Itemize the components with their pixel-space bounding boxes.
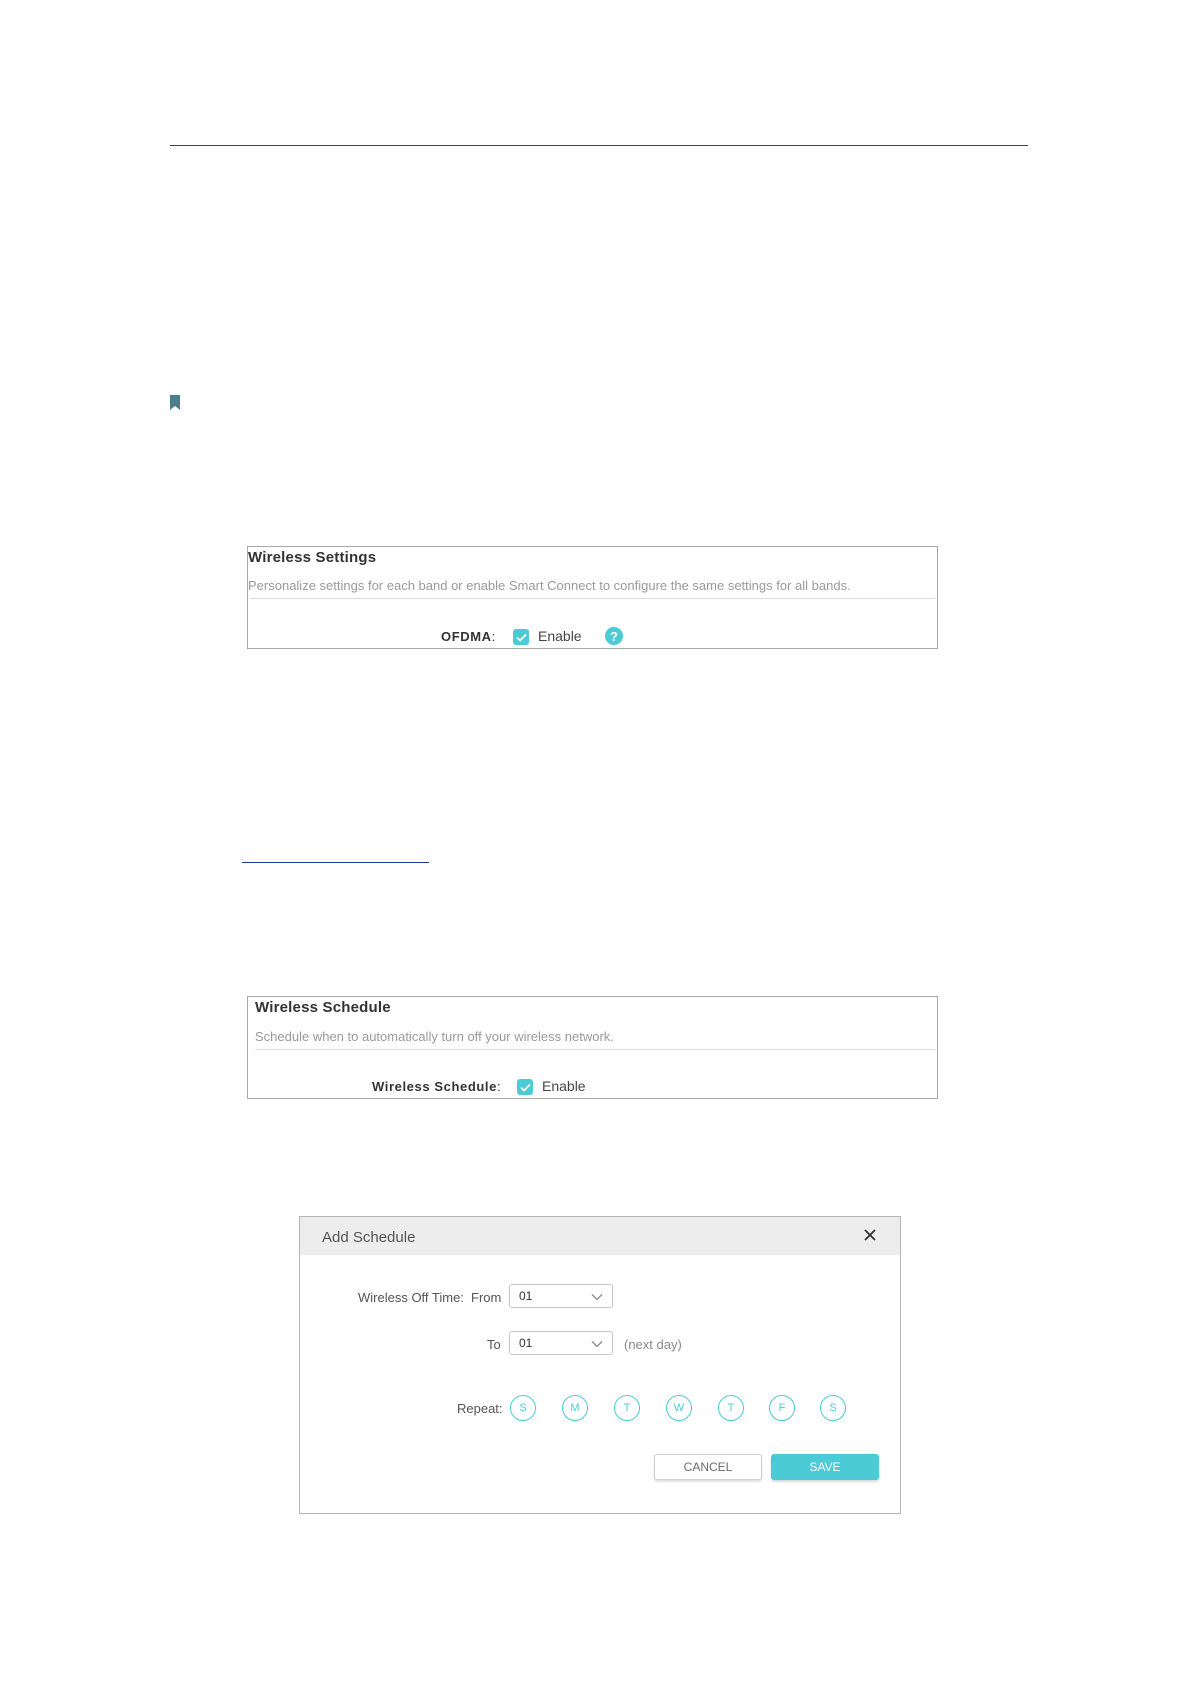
- ofdma-label: OFDMA:: [441, 629, 496, 644]
- day-toggle-sunday[interactable]: S: [510, 1395, 536, 1421]
- wireless-schedule-enable-label: Enable: [542, 1078, 586, 1094]
- to-select-value: 01: [519, 1336, 533, 1350]
- day-toggle-thursday[interactable]: T: [718, 1395, 744, 1421]
- from-select[interactable]: [509, 1284, 613, 1308]
- day-toggle-saturday[interactable]: S: [820, 1395, 846, 1421]
- chevron-down-icon: [591, 1293, 603, 1301]
- day-toggle-tuesday[interactable]: T: [614, 1395, 640, 1421]
- panel-subtitle: Schedule when to automatically turn off your wireless network.: [255, 1029, 614, 1044]
- wireless-off-time-label: Wireless Off Time:: [358, 1290, 464, 1305]
- ofdma-enable-label: Enable: [538, 628, 582, 644]
- chevron-down-icon: [591, 1340, 603, 1348]
- repeat-label: Repeat:: [457, 1401, 503, 1416]
- wireless-settings-panel: [247, 546, 938, 649]
- next-day-note: (next day): [624, 1337, 682, 1352]
- from-label: From: [471, 1290, 502, 1305]
- help-icon[interactable]: ?: [605, 627, 623, 645]
- from-select-value: 01: [519, 1289, 533, 1303]
- ofdma-checkbox[interactable]: [513, 629, 529, 645]
- link-underline[interactable]: [242, 862, 429, 863]
- day-toggle-monday[interactable]: M: [562, 1395, 588, 1421]
- bookmark-icon: [170, 395, 180, 410]
- dialog-title: Add Schedule: [322, 1229, 416, 1246]
- check-icon: [516, 633, 527, 642]
- panel-divider: [250, 598, 935, 599]
- close-icon[interactable]: [860, 1225, 880, 1245]
- panel-title: Wireless Settings: [248, 549, 377, 566]
- cancel-button[interactable]: CANCEL: [654, 1454, 762, 1480]
- panel-divider: [255, 1049, 935, 1050]
- wireless-schedule-panel: [247, 996, 938, 1099]
- wireless-schedule-label: Wireless Schedule:: [372, 1079, 502, 1094]
- panel-title: Wireless Schedule: [255, 999, 391, 1016]
- to-select[interactable]: [509, 1331, 613, 1355]
- day-toggle-wednesday[interactable]: W: [666, 1395, 692, 1421]
- add-schedule-dialog: [299, 1216, 901, 1514]
- header-rule: [170, 145, 1028, 146]
- save-button[interactable]: SAVE: [771, 1454, 879, 1480]
- to-label: To: [487, 1337, 501, 1352]
- day-toggle-friday[interactable]: F: [769, 1395, 795, 1421]
- panel-subtitle: Personalize settings for each band or enable Smart Connect to configure the same settings for all bands.: [248, 578, 851, 593]
- wireless-schedule-checkbox[interactable]: [517, 1079, 533, 1095]
- check-icon: [520, 1083, 531, 1092]
